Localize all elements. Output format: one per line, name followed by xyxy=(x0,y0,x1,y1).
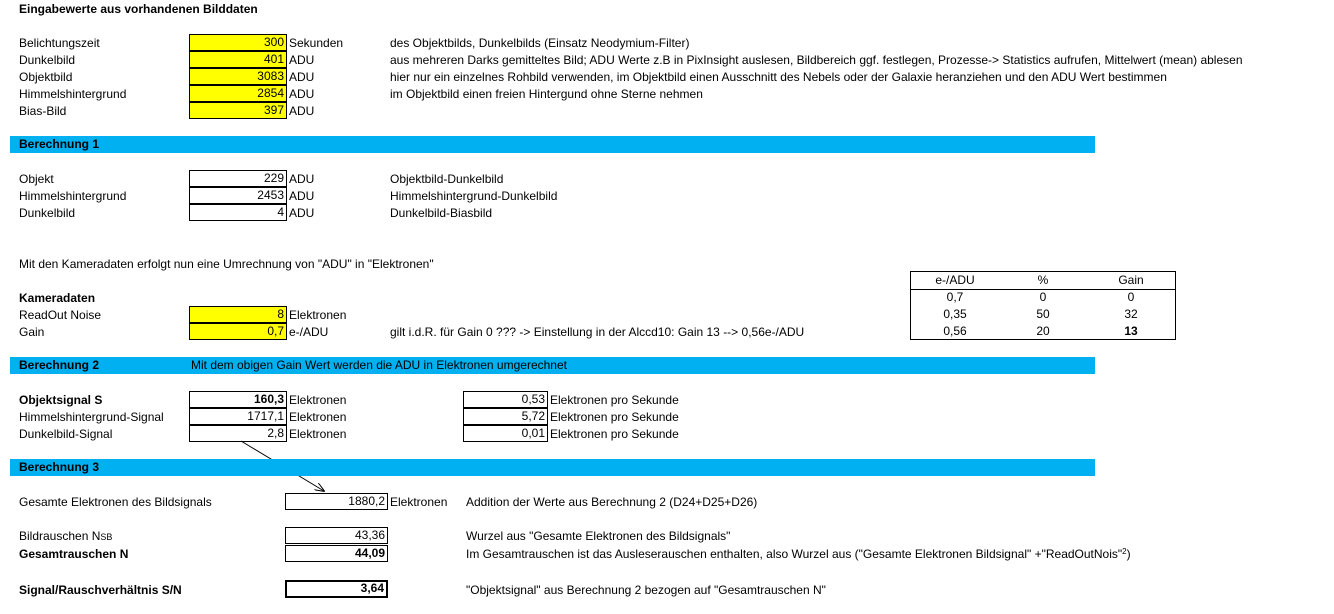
sn-cell[interactable]: 3,64 xyxy=(285,580,388,598)
calc-label: Objekt xyxy=(19,172,54,186)
calc-unit: ADU xyxy=(289,206,315,220)
rate-unit: Elektronen pro Sekunde xyxy=(550,427,679,441)
gain-table-cell[interactable]: 13 xyxy=(1124,324,1138,338)
signal-cell-dunkel[interactable]: 2,8 xyxy=(189,425,287,442)
gain-note: gilt i.d.R. für Gain 0 ??? -> Einstellung in der Alccd10: Gain 13 --> 0,56e-/ADU xyxy=(390,325,805,339)
input-unit: Sekunden xyxy=(289,36,344,50)
section-title: Berechnung 3 xyxy=(19,460,100,474)
sn-label: Signal/Rauschverhältnis S/N xyxy=(19,583,182,597)
input-cell-belichtungszeit[interactable]: 300 xyxy=(189,34,287,51)
gesamtrauschen-cell[interactable]: 44,09 xyxy=(285,545,388,562)
calc-note: Himmelshintergrund-Dunkelbild xyxy=(390,189,558,203)
gain-table-cell[interactable]: 0 xyxy=(1039,290,1047,304)
input-cell-objektbild[interactable]: 3083 xyxy=(189,68,287,85)
gain-table-cell[interactable]: 20 xyxy=(1036,324,1050,338)
input-label-himmelshintergrund: Himmelshintergrund xyxy=(19,87,127,101)
signal-cell-himmel[interactable]: 1717,1 xyxy=(189,408,287,425)
signal-label: Dunkelbild-Signal xyxy=(19,427,113,441)
input-note: des Objektbilds, Dunkelbilds (Einsatz Neodymium-Filter) xyxy=(390,36,690,50)
input-label-objektbild: Objektbild xyxy=(19,70,73,84)
calc-unit: ADU xyxy=(289,172,315,186)
input-cell-bias[interactable]: 397 xyxy=(189,102,287,119)
rate-cell[interactable]: 5,72 xyxy=(463,408,548,425)
section-title: Berechnung 1 xyxy=(19,137,100,151)
gain-table-cell[interactable]: 0,7 xyxy=(946,290,964,304)
gain-table-cell[interactable]: 32 xyxy=(1124,307,1138,321)
rate-unit: Elektronen pro Sekunde xyxy=(550,410,679,424)
gesamtrauschen-label: Gesamtrauschen N xyxy=(19,547,129,561)
readout-label: ReadOut Noise xyxy=(19,308,102,322)
section-subtitle: Mit dem obigen Gain Wert werden die ADU in Elektronen umgerechnet xyxy=(191,358,567,372)
gain-unit: e-/ADU xyxy=(289,325,329,339)
bildrauschen-note: Wurzel aus "Gesamte Elektronen des Bildsignals" xyxy=(466,529,731,543)
gain-table-header-cell: Gain xyxy=(1118,273,1144,287)
section-title: Berechnung 2 xyxy=(19,358,100,372)
readout-unit: Elektronen xyxy=(289,308,347,322)
calc-cell-objekt[interactable]: 229 xyxy=(189,170,287,187)
gain-table-cell[interactable]: 0,35 xyxy=(943,307,967,321)
gain-table-cell[interactable]: 0 xyxy=(1127,290,1135,304)
calc-cell-dunkelbild[interactable]: 4 xyxy=(189,204,287,221)
input-note: hier nur ein einzelnes Rohbild verwenden, im Objektbild einen Ausschnitt des Nebels oder der Galaxie heranziehen und den ADU Wert bestimmen xyxy=(390,70,1167,84)
calc-note: Objektbild-Dunkelbild xyxy=(390,172,504,186)
gesamt-label: Gesamte Elektronen des Bildsignals xyxy=(19,495,212,509)
gain-table-cell[interactable]: 50 xyxy=(1036,307,1050,321)
gesamt-note: Addition der Werte aus Berechnung 2 (D24+D25+D26) xyxy=(466,495,758,509)
kamera-header: Kameradaten xyxy=(19,291,96,305)
gain-label: Gain xyxy=(19,325,45,339)
rate-cell[interactable]: 0,01 xyxy=(463,425,548,442)
rate-cell[interactable]: 0,53 xyxy=(463,391,548,408)
input-label-bias: Bias-Bild xyxy=(19,104,67,118)
signal-cell-objekt[interactable]: 160,3 xyxy=(189,391,287,408)
input-unit: ADU xyxy=(289,70,315,84)
bildrauschen-label: Bildrauschen NSB xyxy=(19,529,113,543)
input-label-belichtungszeit: Belichtungszeit xyxy=(19,36,100,50)
sn-note: "Objektsignal" aus Berechnung 2 bezogen auf "Gesamtrauschen N" xyxy=(466,583,826,597)
calc-label: Himmelshintergrund xyxy=(19,189,127,203)
signal-unit: Elektronen xyxy=(289,410,347,424)
input-unit: ADU xyxy=(289,104,315,118)
calc-label: Dunkelbild xyxy=(19,206,76,220)
input-unit: ADU xyxy=(289,53,315,67)
gain-table-header-cell: % xyxy=(1037,273,1049,287)
rate-unit: Elektronen pro Sekunde xyxy=(550,393,679,407)
conversion-text: Mit den Kameradaten erfolgt nun eine Umrechnung von "ADU" in "Elektronen" xyxy=(19,257,434,271)
input-note: im Objektbild einen freien Hintergund ohne Sterne nehmen xyxy=(390,87,703,101)
section-header-berechnung3 xyxy=(10,459,1095,476)
gesamt-cell[interactable]: 1880,2 xyxy=(285,493,388,510)
signal-label: Himmelshintergrund-Signal xyxy=(19,410,164,424)
gesamtrauschen-note: Im Gesamtrauschen ist das Ausleserauschen enthalten, also Wurzel aus ("Gesamte Elektronen Bildsignal" +"ReadOutNois"$^2$) xyxy=(466,547,1131,561)
gain-cell[interactable]: 0,7 xyxy=(189,323,287,340)
calc-unit: ADU xyxy=(289,189,315,203)
signal-label: Objektsignal S xyxy=(19,393,103,407)
input-label-dunkelbild: Dunkelbild xyxy=(19,53,76,67)
signal-unit: Elektronen xyxy=(289,393,347,407)
input-cell-himmelshintergrund[interactable]: 2854 xyxy=(189,85,287,102)
readout-cell[interactable]: 8 xyxy=(189,306,287,323)
gain-table-cell[interactable]: 0,56 xyxy=(943,324,967,338)
input-cell-dunkelbild[interactable]: 401 xyxy=(189,51,287,68)
calc-cell-himmelshintergrund[interactable]: 2453 xyxy=(189,187,287,204)
gain-table-header-cell: e-/ADU xyxy=(935,273,975,287)
input-note: aus mehreren Darks gemitteltes Bild; ADU Werte z.B in PixInsight auslesen, Bildbereich ggf. festlegen, Prozesse-> Statistics aufrufen, Mittelwert (mean) ablesen xyxy=(390,53,1243,67)
calc-note: Dunkelbild-Biasbild xyxy=(390,206,493,220)
bildrauschen-cell[interactable]: 43,36 xyxy=(285,527,388,544)
gesamt-unit: Elektronen xyxy=(390,495,448,509)
page-title: Eingabewerte aus vorhandenen Bilddaten xyxy=(19,2,258,16)
signal-unit: Elektronen xyxy=(289,427,347,441)
input-unit: ADU xyxy=(289,87,315,101)
